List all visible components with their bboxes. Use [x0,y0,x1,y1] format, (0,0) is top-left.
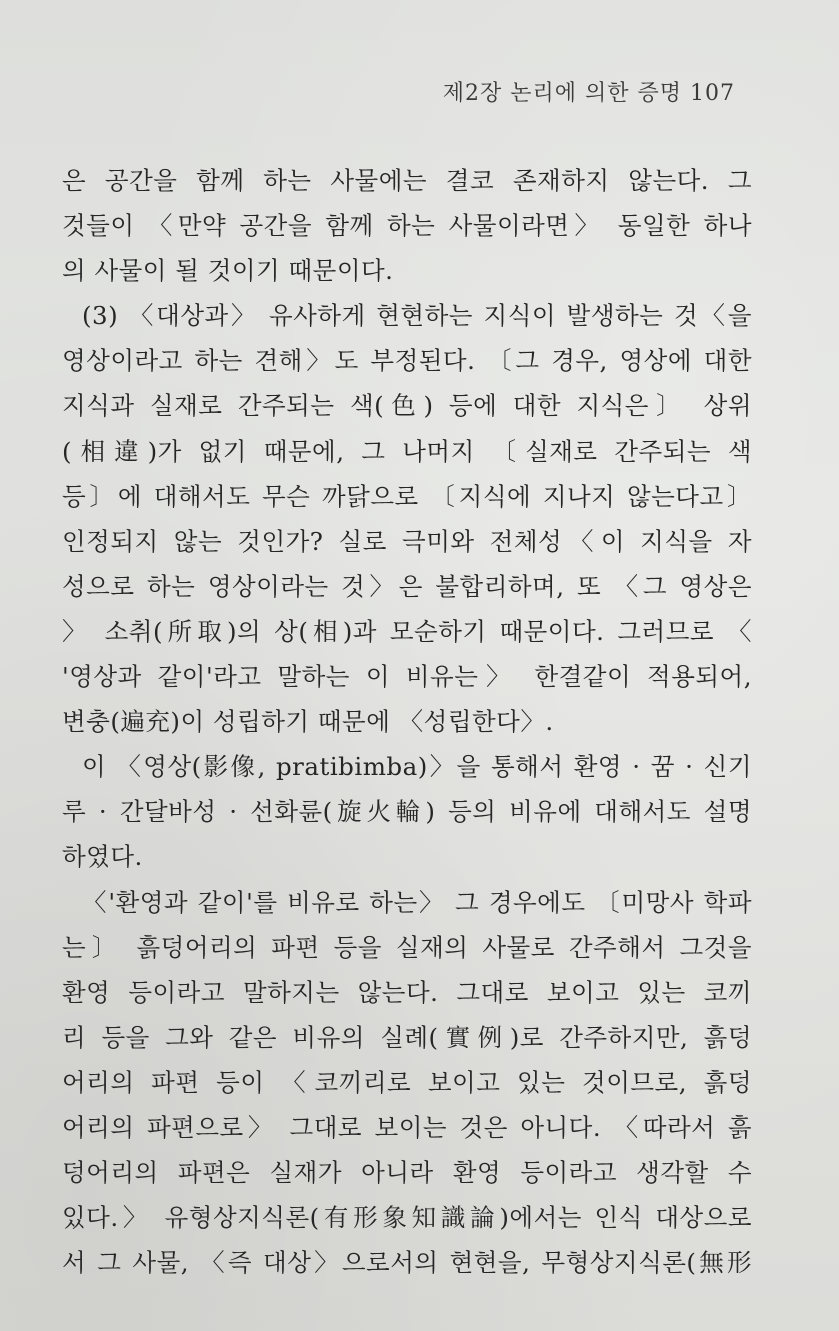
text-line: 지식과 실재로 간주되는 색(色) 등에 대한 지식은〕 상위 [62,391,752,421]
text-line: 어리의 파편으로〉 그대로 보이는 것은 아니다. 〈따라서 흙 [62,1112,752,1142]
text-line: 하였다. [62,842,143,872]
text-line: 은 공간을 함께 하는 사물에는 결코 존재하지 않는다. 그 [62,166,752,195]
text-line: 덩어리의 파편은 실재가 아니라 환영 등이라고 생각할 수 [62,1158,752,1188]
running-header: 제2장 논리에 의한 증명 107 [442,81,735,106]
text-line: 이 〈영상(影像, pratibimba)〉을 통해서 환영 · 꿈 · 신기 [82,752,752,782]
text-line: 〈'환영과 같이'를 비유로 하는〉 그 경우에도 〔미망사 학파 [82,887,752,917]
text-line: 등〕에 대해서도 무슨 까닭으로 〔지식에 지나지 않는다고〕 [62,481,752,511]
text-line: 의 사물이 될 것이기 때문이다. [62,256,394,286]
text-line: 는〕 흙덩어리의 파편 등을 실재의 사물로 간주해서 그것을 [62,932,752,962]
text-line: 영상이라고 하는 견해〉도 부정된다. 〔그 경우, 영상에 대한 [62,346,752,376]
text-line: 있다.〉 유형상지식론(有形象知識論)에서는 인식 대상으로 [62,1203,752,1233]
text-line: 것들이 〈만약 공간을 함께 하는 사물이라면〉 동일한 하나 [62,211,752,241]
text-line: (相違)가 없기 때문에, 그 나머지 〔실재로 간주되는 색 [62,436,752,466]
text-line: 환영 등이라고 말하지는 않는다. 그대로 보이고 있는 코끼 [62,977,752,1007]
text-line: '영상과 같이'라고 말하는 이 비유는〉 한결같이 적용되어, [62,662,752,692]
text-line: 루 · 간달바성 · 선화륜(旋火輪) 등의 비유에 대해서도 설명 [62,797,752,827]
text-line: 변충(遍充)이 성립하기 때문에 〈성립한다〉. [62,707,554,737]
text-line: 서 그 사물, 〈즉 대상〉으로서의 현현을, 무형상지식론(無形 [62,1248,752,1278]
body-text [62,158,752,1285]
text-line: 인정되지 않는 것인가? 실로 극미와 전체성〈이 지식을 자 [62,526,752,556]
text-line: (3) 〈대상과〉 유사하게 현현하는 지식이 발생하는 것〈을 [82,301,752,331]
text-line: 어리의 파편 등이 〈코끼리로 보이고 있는 것이므로, 흙덩 [62,1067,752,1097]
text-line: 〉 소취(所取)의 상(相)과 모순하기 때문이다. 그러므로 〈 [62,616,752,646]
text-line: 리 등을 그와 같은 비유의 실례(實例)로 간주하지만, 흙덩 [62,1022,752,1052]
text-line: 성으로 하는 영상이라는 것〉은 불합리하며, 또 〈그 영상은 [62,571,752,601]
